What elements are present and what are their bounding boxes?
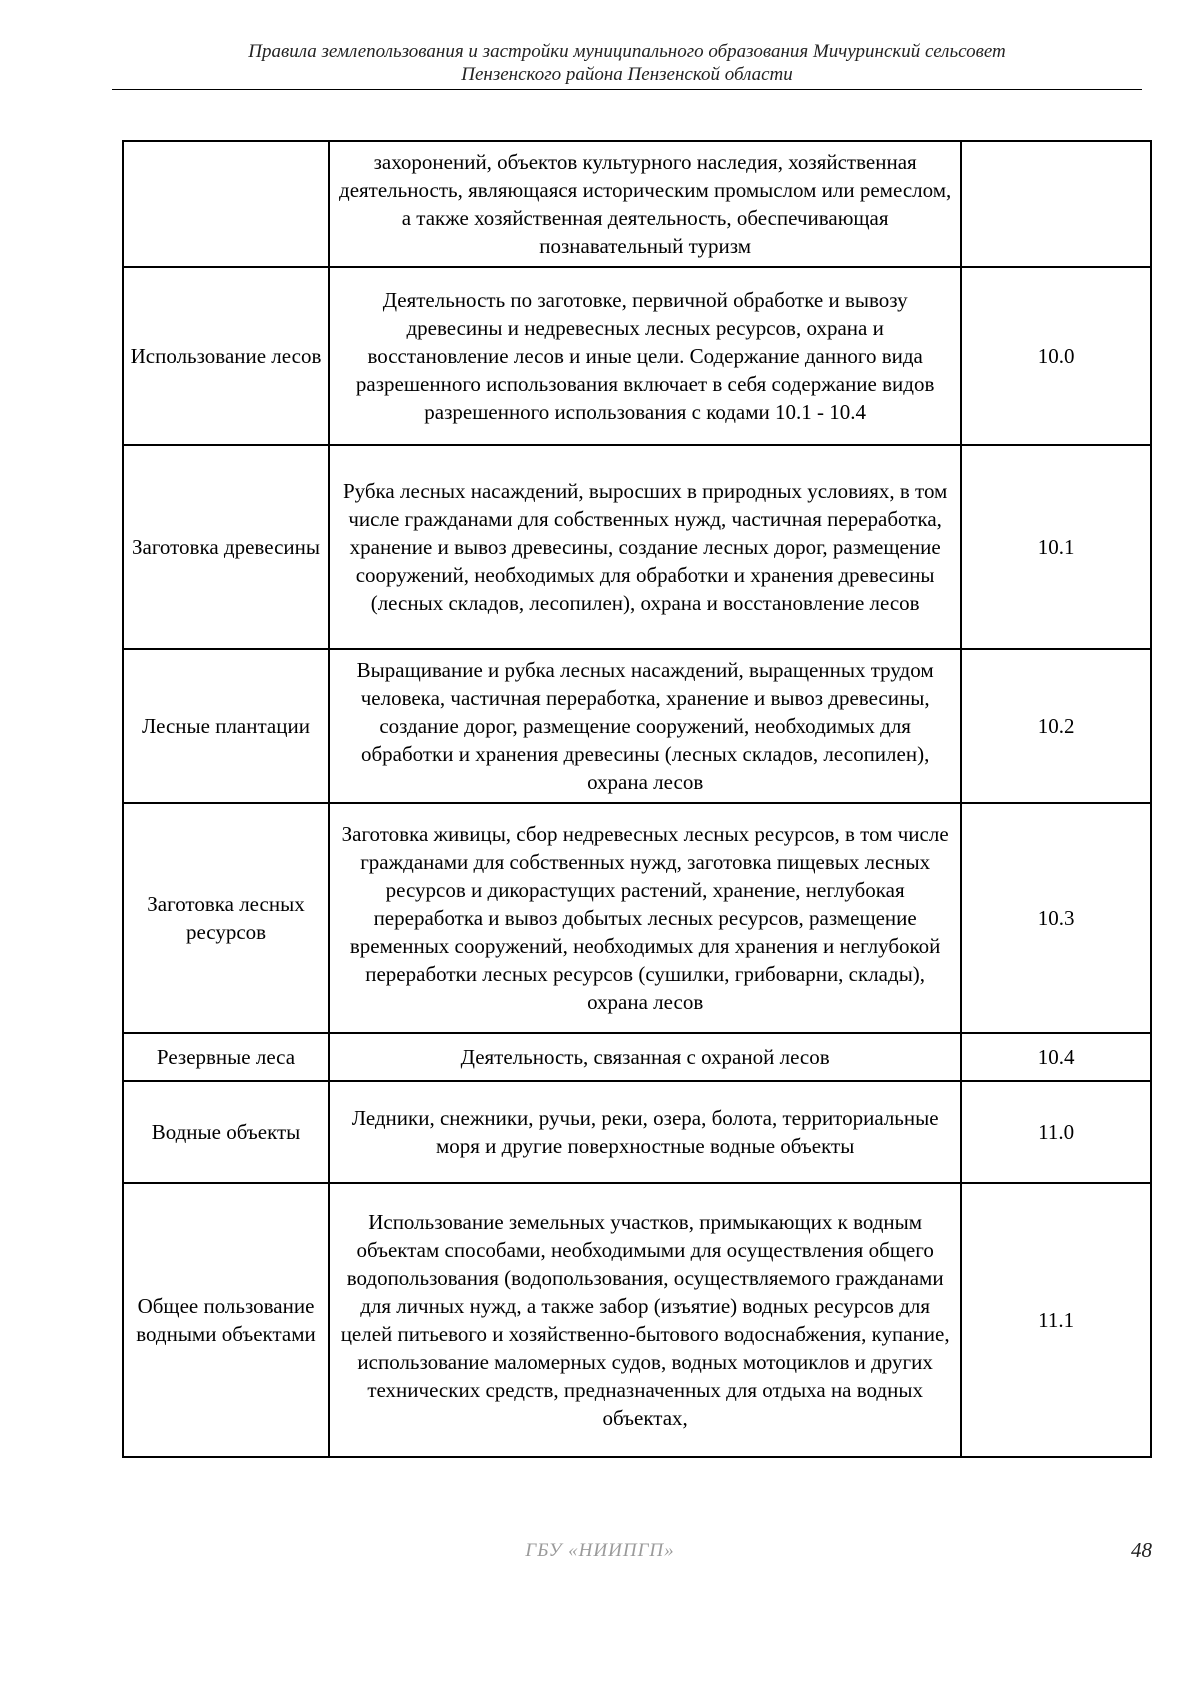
- table-row: [123, 1183, 1151, 1457]
- row-name-cell: Заготовка древесины: [123, 445, 329, 649]
- header-line-2: Пензенского района Пензенской области: [461, 64, 793, 85]
- header-line-1: Правила землепользования и застройки муниципального образования Мичуринский сельсовет: [248, 41, 1006, 62]
- row-code-cell: [961, 141, 1151, 267]
- row-name-cell: Резервные леса: [123, 1033, 329, 1081]
- row-code-cell: 10.0: [961, 267, 1151, 445]
- row-code-cell: 11.1: [961, 1183, 1151, 1457]
- header-rule: [112, 89, 1142, 90]
- row-name-cell: Общее пользование водными объектами: [123, 1183, 329, 1457]
- row-code-cell: 10.3: [961, 803, 1151, 1033]
- row-description-cell: Рубка лесных насаждений, выросших в природных условиях, в том числе гражданами для собственных нужд, частичная переработка, хранение и вывоз древесины, создание лесных дорог, размещение сооружений, необходимых для обработки и хранения древесины (лесных складов, лесопилен), охрана и восстановление лесов: [329, 445, 961, 649]
- row-description-cell: захоронений, объектов культурного наследия, хозяйственная деятельность, являющаяся историческим промыслом или ремеслом, а также хозяйственная деятельность, обеспечивающая познавательный туризм: [329, 141, 961, 267]
- row-name-cell: [123, 141, 329, 267]
- page-number: 48: [1131, 1538, 1152, 1562]
- row-code-cell: 11.0: [961, 1081, 1151, 1183]
- row-code-cell: 10.1: [961, 445, 1151, 649]
- row-code-cell: 10.4: [961, 1033, 1151, 1081]
- row-description-cell: Ледники, снежники, ручьи, реки, озера, болота, территориальные моря и другие поверхностные водные объекты: [329, 1081, 961, 1183]
- footer-organization: ГБУ «НИИПГП»: [525, 1540, 675, 1561]
- table-row: [123, 141, 1151, 267]
- row-name-cell: Заготовка лесных ресурсов: [123, 803, 329, 1033]
- row-description-cell: Деятельность, связанная с охраной лесов: [329, 1033, 961, 1081]
- row-name-cell: Лесные плантации: [123, 649, 329, 803]
- row-code-cell: 10.2: [961, 649, 1151, 803]
- table-row: [123, 803, 1151, 1033]
- table-row: [123, 445, 1151, 649]
- row-name-cell: Водные объекты: [123, 1081, 329, 1183]
- table-row: [123, 649, 1151, 803]
- table-row: [123, 1081, 1151, 1183]
- row-description-cell: Использование земельных участков, примыкающих к водным объектам способами, необходимыми для осуществления общего водопользования (водопользования, осуществляемого гражданами для личных нужд, а также забор (изъятие) водных ресурсов для целей питьевого и хозяйственно-бытового водоснабжения, купание, использование маломерных судов, водных мотоциклов и других технических средств, предназначенных для отдыха на водных объектах,: [329, 1183, 961, 1457]
- row-description-cell: Заготовка живицы, сбор недревесных лесных ресурсов, в том числе гражданами для собственных нужд, заготовка пищевых лесных ресурсов и дикорастущих растений, хранение, неглубокая переработка и вывоз добытых лесных ресурсов, размещение временных сооружений, необходимых для хранения и неглубокой переработки лесных ресурсов (сушилки, грибоварни, склады), охрана лесов: [329, 803, 961, 1033]
- table-row: [123, 267, 1151, 445]
- row-description-cell: Деятельность по заготовке, первичной обработке и вывозу древесины и недревесных лесных ресурсов, охрана и восстановление лесов и иные цели. Содержание данного вида разрешенного использования включает в себя содержание видов разрешенного использования с кодами 10.1 - 10.4: [329, 267, 961, 445]
- land-use-table: [122, 140, 1152, 1458]
- row-description-cell: Выращивание и рубка лесных насаждений, выращенных трудом человека, частичная переработка, хранение и вывоз древесины, создание дорог, размещение сооружений, необходимых для обработки и хранения древесины (лесных складов, лесопилен), охрана лесов: [329, 649, 961, 803]
- table-row: [123, 1033, 1151, 1081]
- page-header: [112, 40, 1142, 86]
- row-name-cell: Использование лесов: [123, 267, 329, 445]
